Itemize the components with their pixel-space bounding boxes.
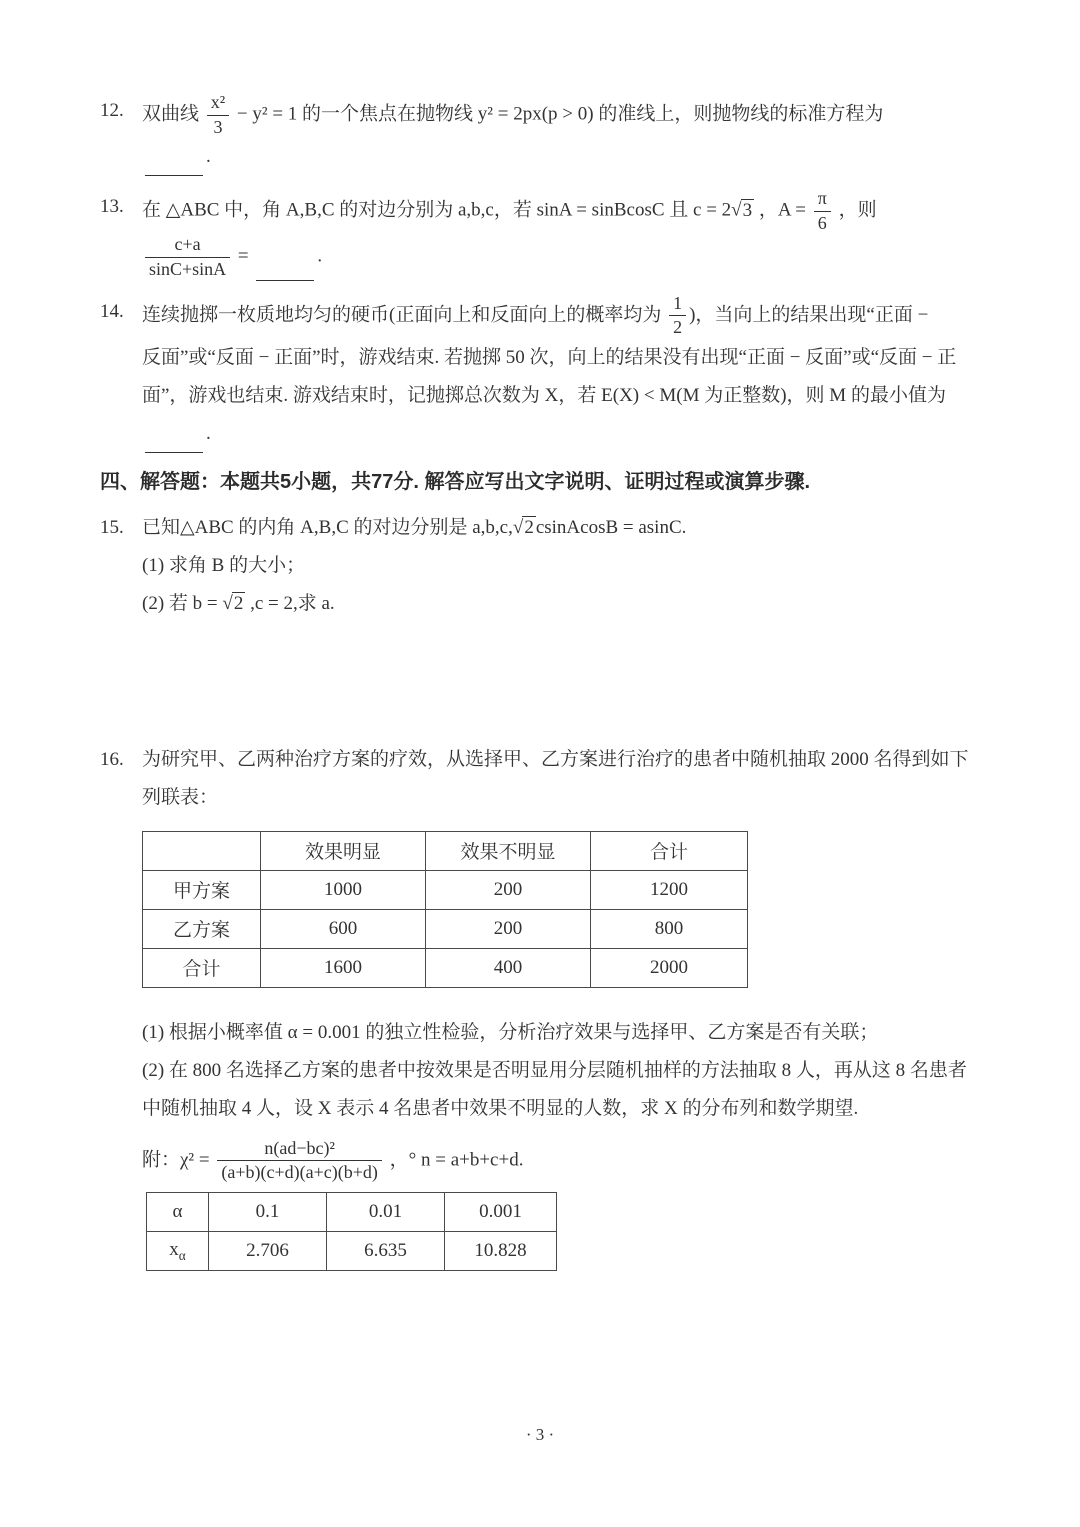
contingency-table (142, 831, 748, 988)
question-16-body (142, 741, 985, 1271)
table-header-effect-obvious: 效果明显 (261, 831, 426, 870)
section-4-title: 四、解答题：本题共5小题，共77分. 解答应写出文字说明、证明过程或演算步骤. (100, 470, 811, 493)
table-cell: 1000 (261, 870, 426, 909)
table-cell: 1600 (261, 948, 426, 987)
question-13-text: 在 △ABC 中，角 A,B,C 的对边分别为 a,b,c，若 sinA = sinBcosC 且 c = 2√ 3 ，A = $\frac{\pi}{6}$ ，则 (142, 188, 877, 233)
question-16-intro-line-1: 为研究甲、乙两种治疗方案的疗效，从选择甲、乙方案进行治疗的患者中随机抽取 2000 名得到如下 (142, 748, 969, 770)
table-cell: 600 (261, 909, 426, 948)
row-label: 乙方案 (143, 909, 261, 948)
question-14-body (142, 293, 985, 453)
question-12-number: 12. (100, 100, 124, 121)
table-cell: 200 (426, 909, 591, 948)
chi-square-formula: 附：χ² = $\frac{\text{n(ad−bc)²}}{(a+b)(c+d)(a+c)(b+d)}$ ，° n = a+b+c+d. (142, 1137, 524, 1183)
question-15-text: 已知△ABC 的内角 A,B,C 的对边分别是 a,b,c,√ 2 csinAcosB = asinC. (142, 516, 687, 538)
table-cell: 10.828 (445, 1231, 557, 1270)
table-cell: 0.01 (327, 1192, 445, 1231)
table-cell: 200 (426, 870, 591, 909)
question-15-part-2: (2) 若 b = √ 2 ,c = 2,求 a. (142, 592, 335, 614)
question-13 (100, 188, 985, 280)
alpha-label: α (147, 1192, 209, 1231)
contingency-table-header-row (143, 831, 748, 870)
question-13-body (142, 188, 985, 280)
table-cell: 2.706 (209, 1231, 327, 1270)
table-cell: 6.635 (327, 1231, 445, 1270)
question-16-part-1: (1) 根据小概率值 α = 0.001 的独立性检验，分析治疗效果与选择甲、乙方案是否有关联； (142, 1021, 879, 1043)
question-14-text-line-1: 连续抛掷一枚质地均匀的硬币(正面向上和反面向上的概率均为 $\frac{1}{2}$ )，当向上的结果出现“正面 − (142, 292, 929, 338)
question-16-parts (142, 1014, 985, 1128)
question-16-part-2-line-2: 中随机抽取 4 人，设 X 表示 4 名患者中效果不明显的人数，求 X 的分布列和数学期望. (142, 1097, 859, 1119)
table-row-plan-b (143, 909, 748, 948)
x-alpha-label: $x_\alpha$ (147, 1231, 209, 1270)
question-15 (100, 509, 985, 623)
question-16-number: 16. (100, 748, 124, 770)
question-14-answer-blank: . (142, 415, 985, 453)
table-cell: 0.001 (445, 1192, 557, 1231)
question-12-body (142, 92, 985, 176)
question-14-number: 14. (100, 300, 124, 322)
question-13-answer-blank: $\frac{c+a}{\sin C+\sin A}$ = . (142, 234, 985, 280)
table-header-effect-not-obvious: 效果不明显 (426, 831, 591, 870)
table-row-plan-a (143, 870, 748, 909)
table-cell-empty (143, 831, 261, 870)
question-15-number: 15. (100, 516, 124, 538)
row-label: 甲方案 (143, 870, 261, 909)
table-cell: 800 (591, 909, 748, 948)
critical-value-alpha-row (147, 1192, 557, 1231)
question-12 (100, 92, 985, 176)
row-label: 合计 (143, 948, 261, 987)
table-cell: 0.1 (209, 1192, 327, 1231)
question-14-text-line-2: 反面”或“反面 − 正面”时，游戏结束. 若抛掷 50 次，向上的结果没有出现“正面 − 反面”或“反面 − 正 (142, 346, 957, 368)
question-15-part-1: (1) 求角 B 的大小； (142, 554, 306, 576)
table-header-total: 合计 (591, 831, 748, 870)
question-12-text: 双曲线 $\frac{\text{x²}}{3}$ − y² = 1 的一个焦点在抛物线 y² = 2px(p > 0) 的准线上，则抛物线的标准方程为 (142, 92, 884, 137)
question-15-body (142, 509, 985, 623)
critical-value-table (146, 1192, 557, 1271)
table-cell: 2000 (591, 948, 748, 987)
critical-value-x-row (147, 1231, 557, 1270)
question-13-number: 13. (100, 196, 124, 218)
question-14 (100, 293, 985, 453)
question-14-text-line-3: 面”，游戏也结束. 游戏结束时，记抛掷总次数为 X，若 E(X) < M(M 为正整数)，则 M 的最小值为 (142, 384, 946, 406)
table-cell: 1200 (591, 870, 748, 909)
table-cell: 400 (426, 948, 591, 987)
page-number: · 3 · (525, 1425, 555, 1444)
question-16-part-2-line-1: (2) 在 800 名选择乙方案的患者中按效果是否明显用分层随机抽样的方法抽取 8 人，再从这 8 名患者 (142, 1059, 967, 1081)
table-row-total (143, 948, 748, 987)
question-16 (100, 741, 985, 1271)
question-16-intro-line-2: 列联表： (142, 786, 219, 808)
question-12-answer-blank: . (142, 138, 985, 176)
